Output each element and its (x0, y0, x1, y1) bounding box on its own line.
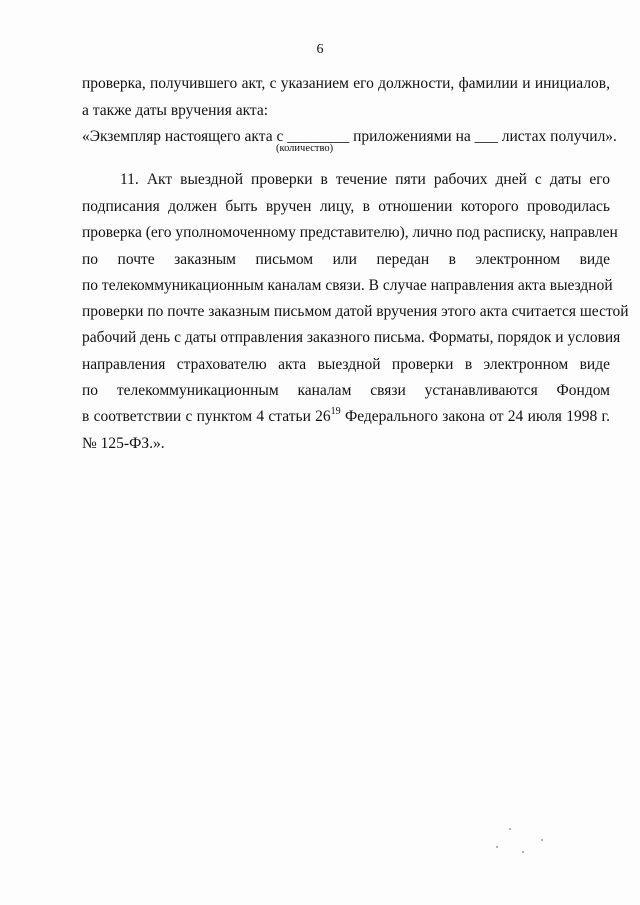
law-reference-line (82, 407, 610, 427)
paragraph-line: проверки по почте заказным письмом датой вручения этого акта считается шестой (82, 303, 629, 320)
paragraph-line: по телекоммуникационным каналам связи. В случае направления акта выездной (82, 277, 613, 294)
paragraph-line: 11. Акт выездной проверки в течение пяти рабочих дней с даты его (120, 171, 610, 188)
scan-speck (496, 846, 498, 848)
paragraph-line: рабочий день с даты отправления заказного письма. Форматы, порядок и условия (82, 329, 621, 346)
page-number: 6 (316, 42, 324, 57)
paragraph-line: подписания должен быть вручен лицу, в отношении которого проводилась (82, 198, 610, 215)
law-reference-text: в соответствии с пунктом 4 статьи 26 (82, 408, 331, 425)
text-line: а также даты вручения акта: (82, 102, 269, 119)
article-superscript: 19 (330, 405, 341, 417)
paragraph-line: по почте заказным письмом или передан в электронном виде (82, 251, 610, 268)
paragraph-line: направления страхователю акта выездной проверки в электронном виде (82, 356, 610, 373)
scan-speck (522, 851, 524, 853)
text-line: проверка, получившего акт, с указанием его должности, фамилии и инициалов, (82, 75, 610, 92)
paragraph-line: проверка (его уполномоченному представителю), лично под расписку, направлен (82, 224, 618, 241)
scan-speck (509, 828, 511, 830)
scan-speck (541, 839, 543, 841)
law-reference-date: Федерального закона от 24 июля 1998 г. (340, 408, 610, 425)
field-caption: (количество) (276, 143, 334, 154)
paragraph-line: по телекоммуникационным каналам связи устанавливаются Фондом (82, 382, 610, 399)
paragraph-last-line: № 125-ФЗ.». (82, 435, 165, 452)
text-line: «Экземпляр настоящего акта с ________ приложениями на ___ листах получил». (82, 128, 617, 145)
